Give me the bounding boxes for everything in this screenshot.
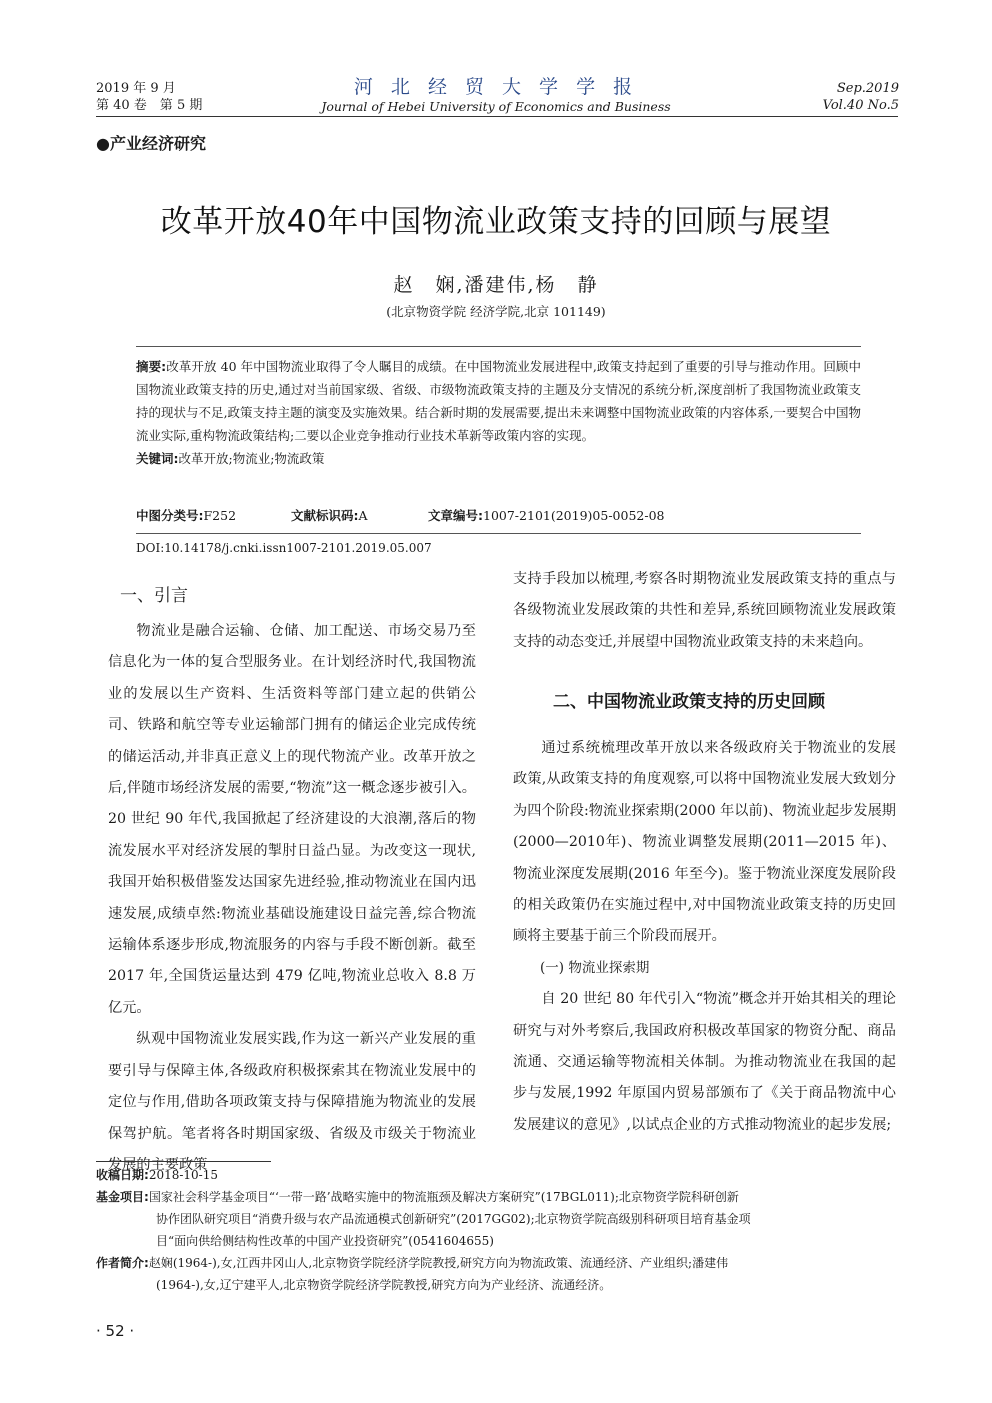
doi: DOI:10.14178/j.cnki.issn1007-2101.2019.05.007	[136, 541, 432, 555]
section-tag: ●产业经济研究	[96, 134, 206, 153]
issue-info-cn	[96, 80, 202, 114]
paragraph: 纵观中国物流业发展实践,作为这一新兴产业发展的重要引导与保障主体,各级政府积极探索其在物流业发展中的定位与作用,借助各项政策支持与保障措施为物流业的发展保驾护航。笔者将各时期国家级、省级及市级关于物流业发展的主要政策	[108, 1031, 476, 1173]
paragraph: 物流业是融合运输、仓储、加工配送、市场交易乃至信息化为一体的复合型服务业。在计划经济时代,我国物流业的发展以生产资料、生活资料等部门建立起的供销公司、铁路和航空等专业运输部门拥有的储运企业完成传统的储运活动,并非真正意义上的现代物流产业。改革开放之后,伴随市场经济发展的需要,“物流”这一概念逐步被引入。20 世纪 90 年代,我国掀起了经济建设的大浪潮,落后的物流发展水平对经济发展的掣肘日益凸显。为改变这一现状,我国开始积极借鉴发达国家先进经验,推动物流业在国内迅速发展,成绩卓然:物流业基础设施建设日益完善,综合物流运输体系逐步形成,物流服务的内容与手段不断创新。截至 2017 年,全国货运量达到 479 亿吨,物流业总收入 8.8 万亿元。	[108, 623, 476, 1016]
journal-title-cn: 河 北 经 贸 大 学 学 报	[353, 76, 639, 98]
right-column-top	[513, 564, 896, 684]
left-column	[108, 616, 476, 1181]
received-date: 收稿日期:2018-10-15	[96, 1168, 218, 1182]
footnotes	[96, 1164, 898, 1296]
clc-number: 中图分类号:F252	[136, 508, 237, 523]
fund-line: 基金项目:国家社会科学基金项目“‘一带一路’战略实施中的物流瓶颈及解决方案研究”(17BGL011);北京物资学院科研创新	[96, 1190, 739, 1204]
article-title: 改革开放40年中国物流业政策支持的回顾与展望	[160, 204, 832, 240]
footnote-divider	[96, 1161, 271, 1162]
author-bio-line: 作者简介:赵娴(1964-),女,江西井冈山人,北京物资学院经济学院教授,研究方向为物流政策、流通经济、产业组织;潘建伟	[96, 1256, 729, 1270]
document-code: 文献标识码:A	[291, 508, 368, 523]
fund-line: 目“面向供给侧结构性改革的中国产业投资研究”(0541604655)	[156, 1234, 494, 1248]
keywords	[136, 447, 861, 470]
article-number: 文章编号:1007-2101(2019)05-0052-08	[428, 508, 665, 523]
keywords-label: 关键词:	[136, 451, 179, 466]
issue-date-cn: 2019 年 9 月	[96, 81, 176, 96]
header-divider	[96, 116, 898, 117]
abstract-label: 摘要:	[136, 359, 167, 374]
journal-title-en: Journal of Hebei University of Economics and Business	[321, 99, 671, 114]
abstract-top-rule	[136, 346, 861, 347]
fund-line: 协作团队研究项目“消费升级与农产品流通模式创新研究”(2017GG02);北京物资学院高级别科研项目培育基金项	[156, 1212, 751, 1226]
paragraph: 自 20 世纪 80 年代引入“物流”概念并开始其相关的理论研究与对外考察后,我国政府积极改革国家的物资分配、商品流通、交通运输等物流相关体制。为推动物流业在我国的起步与发展,1992 年原国内贸易部颁布了《关于商品物流中心发展建议的意见》,以试点企业的方式推动物流业的起步发展;	[513, 991, 896, 1133]
heading-history-review: 二、中国物流业政策支持的历史回顾	[553, 692, 825, 712]
issue-volume-cn: 第 40 卷 第 5 期	[96, 98, 203, 113]
journal-masthead	[296, 76, 696, 115]
abstract-bottom-rule	[136, 533, 861, 534]
issue-info-en	[823, 80, 899, 114]
issue-volume-en: Vol.40 No.5	[822, 98, 899, 113]
subheading-exploration-period: (一) 物流业探索期	[540, 959, 650, 976]
author-bio-line: (1964-),女,辽宁建平人,北京物资学院经济学院教授,研究方向为产业经济、流通经济。	[156, 1278, 612, 1292]
heading-introduction: 一、引言	[120, 586, 188, 606]
paragraph: 通过系统梳理改革开放以来各级政府关于物流业的发展政策,从政策支持的角度观察,可以将中国物流业发展大致划分为四个阶段:物流业探索期(2000 年以前)、物流业起步发展期(2000—2010年)、物流业调整发展期(2011—2015 年)、物流业深度发展期(2016 年至今)。鉴于物流业深度发展阶段的相关政策仍在实施过程中,对中国物流业政策支持的历史回顾将主要基于前三个阶段而展开。	[513, 740, 896, 945]
abstract	[136, 355, 861, 470]
keywords-text: 改革开放;物流业;物流政策	[178, 451, 325, 466]
authors: 赵 娴,潘建伟,杨 静	[393, 274, 599, 296]
right-column-body	[513, 733, 896, 1141]
issue-date-en: Sep.2019	[836, 81, 899, 96]
affiliation: (北京物资学院 经济学院,北京 101149)	[386, 304, 606, 319]
page-number: · 52 ·	[96, 1322, 135, 1340]
abstract-text: 改革开放 40 年中国物流业取得了令人瞩目的成绩。在中国物流业发展进程中,政策支持起到了重要的引导与推动作用。回顾中国物流业政策支持的历史,通过对当前国家级、省级、市级物流政策支持的主题及分支情况的系统分析,深度剖析了我国物流业政策支持的现状与不足,政策支持主题的演变及实施效果。结合新时期的发展需要,提出未来调整中国物流业政策的内容体系,一要契合中国物流业实际,重构物流政策结构;二要以企业竞争推动行业技术革新等政策内容的实现。	[136, 359, 861, 443]
paragraph: 支持手段加以梳理,考察各时期物流业发展政策支持的重点与各级物流业发展政策的共性和差异,系统回顾物流业发展政策支持的动态变迁,并展望中国物流业政策支持的未来趋向。	[513, 571, 896, 650]
